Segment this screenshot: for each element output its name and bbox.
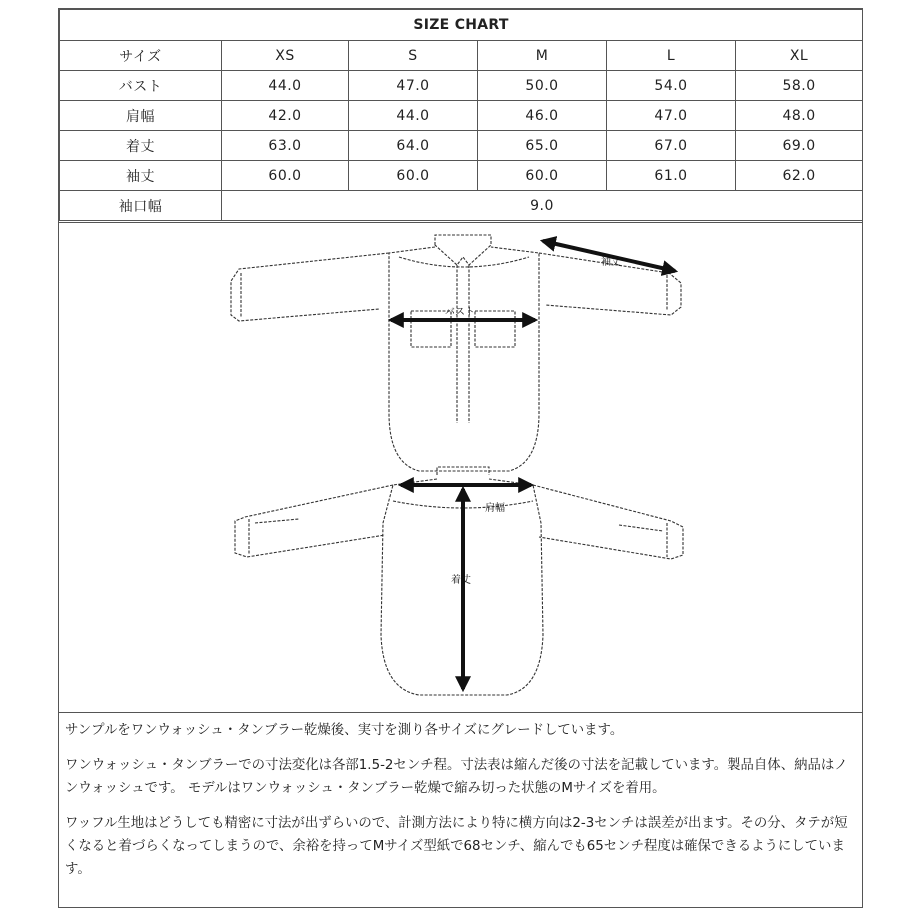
header-l: L (607, 41, 736, 71)
table-cell: 67.0 (607, 131, 736, 161)
header-row (60, 41, 863, 71)
table-row (60, 161, 863, 191)
table-row (60, 101, 863, 131)
row-label-cuff: 袖口幅 (60, 191, 222, 221)
table-cell: 44.0 (349, 101, 478, 131)
shirt-illustration (59, 223, 862, 713)
table-title: SIZE CHART (60, 10, 863, 41)
table-cell: 62.0 (736, 161, 863, 191)
shoulder-label: 肩幅 (485, 503, 505, 514)
table-cell: 61.0 (607, 161, 736, 191)
row-label-length: 着丈 (60, 131, 222, 161)
table-row (60, 191, 863, 221)
table-row (60, 71, 863, 101)
table-cell: 65.0 (478, 131, 607, 161)
table-cell: 44.0 (222, 71, 349, 101)
header-xs: XS (222, 41, 349, 71)
sleeve-label: 袖丈 (601, 257, 621, 268)
table-cell: 60.0 (349, 161, 478, 191)
table-cell: 46.0 (478, 101, 607, 131)
row-label-bust: バスト (60, 71, 222, 101)
table-cell: 47.0 (349, 71, 478, 101)
table-cell: 60.0 (222, 161, 349, 191)
note-paragraph-3: ワッフル生地はどうしても精密に寸法が出ずらいので、計測方法により特に横方向は2-3センチは誤差が出ます。その分、タテが短くなると着づらくなってしまうので、余裕を持ってMサイズ型紙で68センチ、縮んでも65センチ程度は確保できるようにしています。 (65, 816, 848, 877)
table-cell: 50.0 (478, 71, 607, 101)
length-label: 着丈 (451, 575, 471, 586)
table-cell: 58.0 (736, 71, 863, 101)
row-label-sleeve: 袖丈 (60, 161, 222, 191)
table-cell: 69.0 (736, 131, 863, 161)
table-row (60, 131, 863, 161)
row-label-shoulder: 肩幅 (60, 101, 222, 131)
shirt-diagram (59, 222, 862, 712)
header-xl: XL (736, 41, 863, 71)
size-notes (59, 712, 862, 908)
note-paragraph-1: サンプルをワンウォッシュ・タンブラー乾燥後、実寸を測り各サイズにグレードしています。 (65, 723, 624, 738)
front-shirt-drawing (231, 235, 681, 471)
header-size-label: サイズ (60, 41, 222, 71)
table-cell: 63.0 (222, 131, 349, 161)
table-cell: 47.0 (607, 101, 736, 131)
table-cell-cuff: 9.0 (222, 191, 863, 221)
table-cell: 42.0 (222, 101, 349, 131)
size-chart-frame (58, 8, 863, 908)
table-cell: 54.0 (607, 71, 736, 101)
note-paragraph-2: ワンウォッシュ・タンブラーでの寸法変化は各部1.5-2センチ程。寸法表は縮んだ後の寸法を記載しています。製品自体、納品はノンウォッシュです。 モデルはワンウォッシュ・タンブラー乾燥で縮み切った状態のMサイズを着用。 (65, 758, 848, 796)
header-s: S (349, 41, 478, 71)
table-cell: 60.0 (478, 161, 607, 191)
header-m: M (478, 41, 607, 71)
table-cell: 64.0 (349, 131, 478, 161)
table-cell: 48.0 (736, 101, 863, 131)
size-table (59, 9, 863, 221)
bust-label: バスト (445, 307, 475, 318)
